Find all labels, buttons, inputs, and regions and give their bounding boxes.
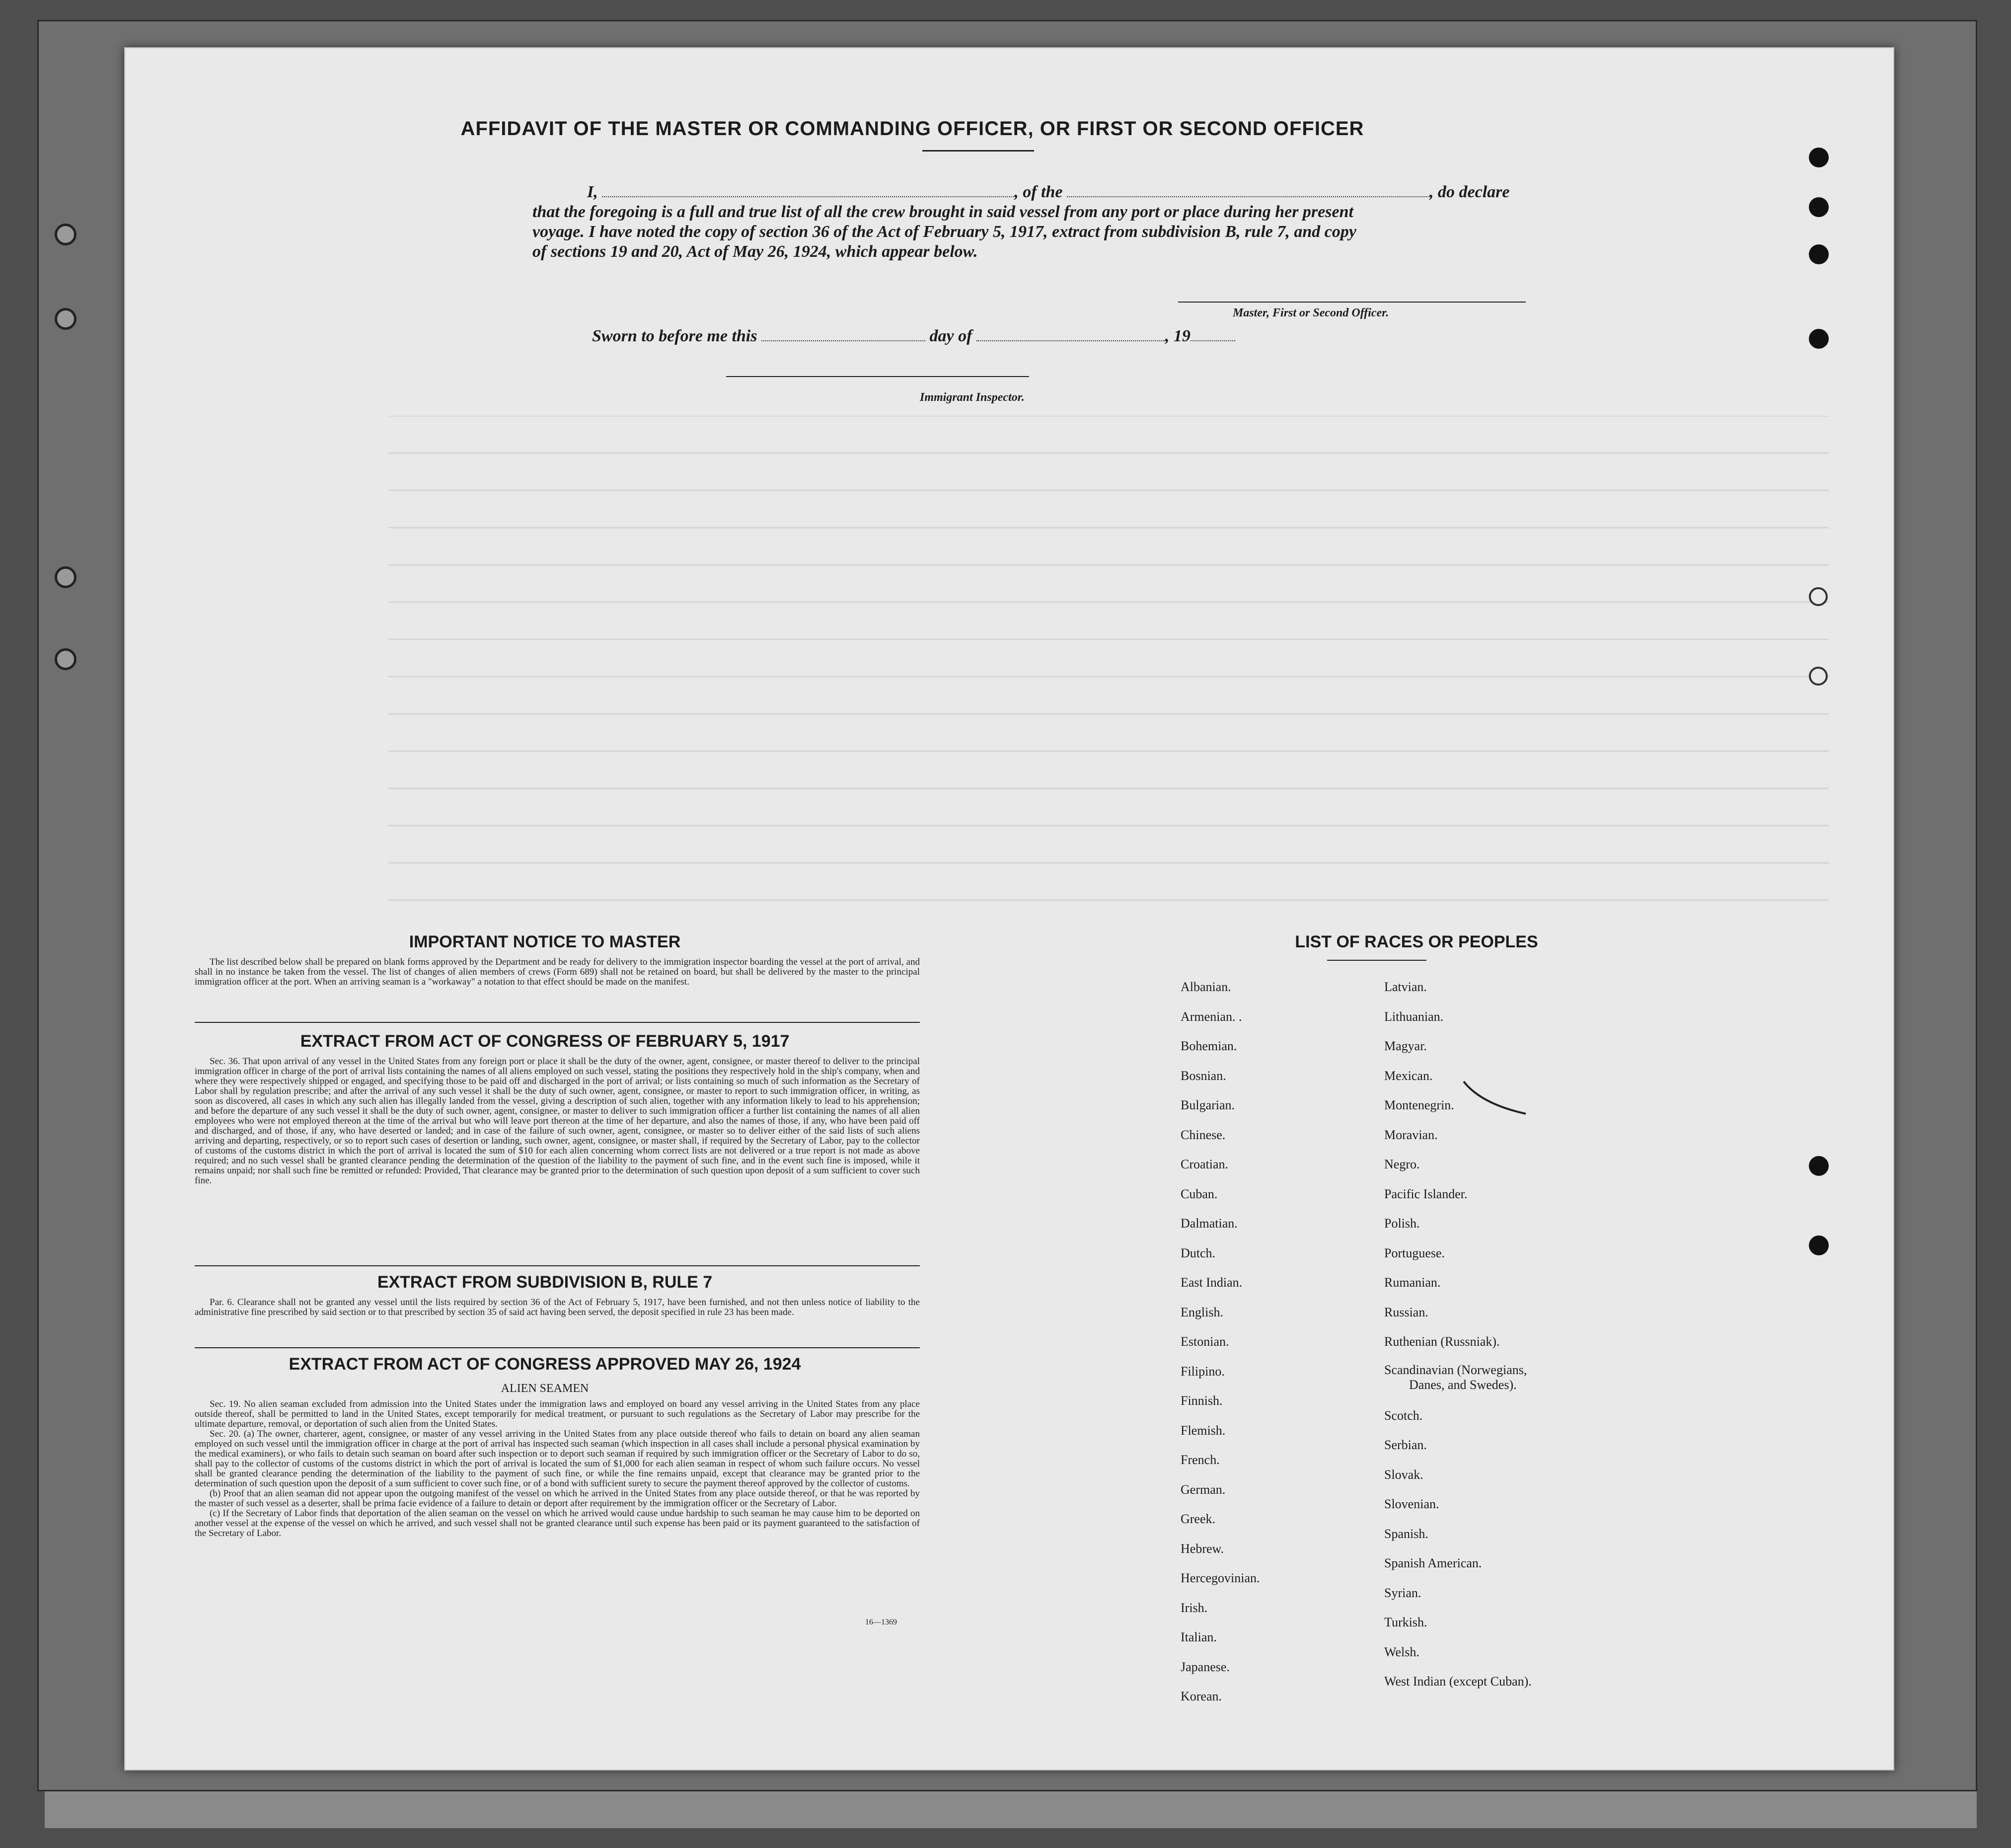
do-declare-label: , do declare — [1429, 183, 1510, 201]
binder-hole — [55, 566, 76, 588]
race-item: Scotch. — [1384, 1408, 1423, 1423]
races-title: LIST OF RACES OR PEOPLES — [1295, 932, 1538, 951]
race-item: Russian. — [1384, 1305, 1428, 1319]
section-rule — [195, 1347, 920, 1348]
title-rule — [922, 150, 1034, 152]
declarant-name-blank[interactable] — [602, 185, 1014, 197]
race-item: Montenegrin. — [1384, 1098, 1454, 1112]
declarant-line — [587, 182, 1625, 202]
race-item: Finnish. — [1181, 1393, 1223, 1408]
race-item: East Indian. — [1181, 1275, 1243, 1290]
sworn-month-blank[interactable] — [976, 329, 1165, 341]
race-item-scandinavian — [1384, 1357, 1532, 1401]
punch-hole — [1809, 244, 1829, 264]
form-number: 16—1369 — [865, 1618, 897, 1626]
race-item: German. — [1181, 1482, 1226, 1497]
sworn-line — [592, 326, 1235, 346]
inspector-signature-line[interactable] — [726, 376, 1029, 377]
race-item: West Indian (except Cuban). — [1384, 1674, 1532, 1689]
section-rule — [195, 1265, 920, 1266]
extract-1924-title: EXTRACT FROM ACT OF CONGRESS APPROVED MAY 26, 1924 — [289, 1355, 801, 1374]
race-item: Pacific Islander. — [1384, 1186, 1468, 1201]
statement-line-1: that the foregoing is a full and true list of all the crew brought in said vessel from any port or place during her present — [532, 203, 1353, 221]
race-item: Filipino. — [1181, 1364, 1225, 1379]
inspector-label: Immigrant Inspector. — [920, 391, 1025, 404]
race-item: Mexican. — [1384, 1068, 1433, 1083]
notice-paragraph: The list described below shall be prepared on blank forms approved by the Department and be ready for delivery to the immigration inspector boarding the vessel at the port of arrival, and shall in no instance be taken from the vessel. The list of changes of alien members of crews (Form 689) shall not be retained on board, but shall be delivered by the master to the principal immigration officer at the port. When an arriving seaman is a "workaway" a notation to that effect should be made on the manifest. — [195, 957, 920, 987]
race-item: Slovak. — [1384, 1467, 1423, 1482]
extract-rule7-title: EXTRACT FROM SUBDIVISION B, RULE 7 — [377, 1273, 713, 1292]
race-item: Greek. — [1181, 1512, 1216, 1526]
sec20a-paragraph: Sec. 20. (a) The owner, charterer, agent, consignee, or master of any vessel arriving in the United States from any place outside thereof who fails to detain on board any alien seaman employed on such vessel until the immigration officer in charge at the port of arrival has inspected such seaman (which inspection in all cases shall include a personal physical examination by the medical examiners), or who fails to detain such seaman on board after such inspection or to deport such seaman if required by such immigration officer or the Secretary of Labor to do so, shall pay to the collector of customs of the customs district in which the port of arrival is located the sum of $1,000 for each alien seaman in respect of whom such failure occurs. No vessel shall be granted clearance pending the determination of the liability to the payment of such fine, or while the fine remains unpaid, except that clearance may be granted prior to the determination of such question upon the deposit of a sum sufficient to cover such fine, or of a bond with sufficient surety to secure the payment thereof approved by the collector of customs. — [195, 1429, 920, 1489]
extract-1924-text — [195, 1399, 920, 1539]
manifest-page — [124, 47, 1894, 1771]
race-item: French. — [1181, 1453, 1220, 1467]
master-signature-line[interactable] — [1178, 302, 1526, 303]
race-item: Dutch. — [1181, 1245, 1216, 1260]
race-item: Magyar. — [1384, 1039, 1427, 1053]
statement-line-2: voyage. I have noted the copy of section 36 of the Act of February 5, 1917, extract from subdivision B, rule 7, and copy — [532, 223, 1356, 241]
race-item: Ruthenian (Russniak). — [1384, 1334, 1500, 1349]
races-rule — [1327, 960, 1426, 961]
race-item: Polish. — [1384, 1216, 1420, 1231]
punch-hole — [1809, 148, 1829, 167]
binder-hole — [55, 648, 76, 670]
extract-rule7-text — [195, 1298, 920, 1317]
sec36-paragraph: Sec. 36. That upon arrival of any vessel in the United States from any foreign port or place it shall be the duty of the owner, agent, consignee, or master thereof to deliver to the principal immigration officer in charge of the port of arrival lists containing the names of all aliens employed on such vessel, stating the positions they respectively hold in the ship's company, when and where they were respectively shipped or engaged, and specifying those to be paid off and discharged in the port of arrival; or lists containing so much of such information as the Secretary of Labor shall by regulation prescribe; and after the arrival of any such vessel it shall be the duty of such owner, agent, consignee, or master to report to such immigration officer, in writing, as soon as discovered, all cases in which any such alien has illegally landed from the vessel, giving a description of such alien, together with any information likely to lead to his apprehension; and before the departure of any such vessel it shall be the duty of such owner, agent, consignee, or master to deliver to such immigration officer a further list containing the names of all alien employees who were not employed thereon at the time of the arrival but who will leave port thereon at the time of her departure, and also the names of those, if any, who have been paid off and discharged, and of those, if any, who have deserted or landed; and in case of the failure of such owner, agent, consignee, or master so to deliver either of the said lists of such aliens arriving and departing, respectively, or so to report such cases of desertion or landing, such owner, agent, consignee, or master shall, if required by the Secretary of Labor, pay to the collector of customs of the customs district in which the port of arrival is located the sum of $10 for each alien concerning whom correct lists are not delivered or a true report is not made as above required; and no such vessel shall be granted clearance pending the determination of the question of the liability to the payment of such fine, and in the event such fine is imposed, while it remains unpaid; nor shall such fine be remitted or refunded: Provided, That clearance may be granted prior to the determination of such question upon deposit of a sum sufficient to cover such fine. — [195, 1056, 920, 1186]
extract-1917-text — [195, 1057, 920, 1186]
sec19-paragraph: Sec. 19. No alien seaman excluded from admission into the United States under the immigration laws and employed on board any vessel arriving in the United States from any place outside thereof, shall be permitted to land in the United States, except temporarily for medical treatment, or pursuant to such regulations as the Secretary of Labor may prescribe for the ultimate departure, removal, or deportation of such alien from the United States. — [195, 1399, 920, 1429]
year-label: , 19 — [1165, 327, 1191, 345]
i-label: I, — [587, 183, 598, 201]
punch-hole — [1809, 667, 1828, 686]
race-item: Hercegovinian. — [1181, 1571, 1260, 1585]
sec20c-paragraph: (c) If the Secretary of Labor finds that deportation of the alien seaman on the vessel on which he arrived would cause undue hardship to such seaman he may cause him to be deported on another vessel at the expense of the vessel on which he arrived, and such vessel shall not be granted clearance until such expense has been paid or its payment guaranteed to the satisfaction of the Secretary of Labor. — [195, 1508, 920, 1539]
race-item: Cuban. — [1181, 1186, 1218, 1201]
race-item: Japanese. — [1181, 1659, 1230, 1674]
race-item: Dalmatian. — [1181, 1216, 1238, 1231]
statement-line-3: of sections 19 and 20, Act of May 26, 1924, which appear below. — [532, 242, 978, 261]
punch-hole — [1809, 587, 1828, 606]
punch-hole — [1809, 1235, 1829, 1255]
sworn-day-blank[interactable] — [761, 329, 925, 341]
race-item: Moravian. — [1384, 1127, 1438, 1142]
notice-text — [195, 957, 920, 987]
race-item: Scandinavian (Norwegians, — [1384, 1362, 1527, 1377]
notice-title: IMPORTANT NOTICE TO MASTER — [409, 932, 681, 951]
race-item: Rumanian. — [1384, 1275, 1441, 1290]
day-of-label: day of — [929, 327, 972, 345]
affidavit-title: AFFIDAVIT OF THE MASTER OR COMMANDING OFFICER, OR FIRST OR SECOND OFFICER — [460, 118, 1364, 140]
punch-hole — [1809, 1156, 1829, 1176]
sworn-label: Sworn to before me this — [592, 327, 757, 345]
race-item: Bulgarian. — [1181, 1098, 1235, 1112]
race-item: Estonian. — [1181, 1334, 1229, 1349]
race-item: Bohemian. — [1181, 1039, 1237, 1053]
race-item: Turkish. — [1384, 1615, 1427, 1629]
pen-mark — [1461, 1079, 1531, 1119]
race-item: Slovenian. — [1384, 1497, 1439, 1511]
race-item: Syrian. — [1384, 1585, 1421, 1600]
race-item: Lithuanian. — [1384, 1009, 1444, 1024]
race-item: Croatian. — [1181, 1157, 1229, 1171]
race-item: Irish. — [1181, 1600, 1208, 1615]
race-item: Italian. — [1181, 1630, 1217, 1644]
race-item: Hebrew. — [1181, 1541, 1224, 1556]
binder-hole — [55, 308, 76, 330]
punch-hole — [1809, 329, 1829, 349]
bleed-through-lines — [388, 416, 1829, 962]
race-item-continuation: Danes, and Swedes). — [1409, 1377, 1517, 1392]
section-rule — [195, 1022, 920, 1023]
race-item: Spanish American. — [1384, 1556, 1482, 1570]
master-signature-label: Master, First or Second Officer. — [1233, 307, 1389, 319]
race-item: Korean. — [1181, 1689, 1222, 1703]
bleed-through-table — [388, 416, 1829, 962]
race-item: Chinese. — [1181, 1127, 1226, 1142]
race-item: Armenian. . — [1181, 1009, 1242, 1024]
race-item: Albanian. — [1181, 980, 1231, 994]
race-item: Latvian. — [1384, 980, 1427, 994]
race-item: Bosnian. — [1181, 1068, 1226, 1083]
sec20b-paragraph: (b) Proof that an alien seaman did not appear upon the outgoing manifest of the vessel on which he arrived in the United States from any place outside thereof, or that he was reported by the master of such vessel as a deserter, shall be prima facie evidence of a failure to detain or deport after requirement by the immigration officer or the Secretary of Labor. — [195, 1488, 920, 1509]
races-column-1 — [1181, 972, 1260, 1711]
sworn-year-blank[interactable] — [1191, 329, 1235, 341]
race-item: Negro. — [1384, 1157, 1420, 1171]
affidavit-statement — [532, 182, 1625, 262]
punch-hole — [1809, 197, 1829, 217]
extract-1917-title: EXTRACT FROM ACT OF CONGRESS OF FEBRUARY 5, 1917 — [300, 1032, 790, 1051]
vessel-name-blank[interactable] — [1067, 185, 1429, 197]
race-item: Portuguese. — [1384, 1245, 1445, 1260]
race-item: English. — [1181, 1305, 1223, 1319]
alien-seamen-subtitle: ALIEN SEAMEN — [501, 1382, 589, 1395]
race-item: Spanish. — [1384, 1526, 1428, 1541]
binder-hole — [55, 224, 76, 245]
of-the-label: , of the — [1014, 183, 1063, 201]
race-item: Welsh. — [1384, 1644, 1419, 1659]
rule7-paragraph: Par. 6. Clearance shall not be granted any vessel until the lists required by section 36 of the Act of February 5, 1917, have been furnished, and not then unless notice of liability to the administrative fine prescribed by said section or to that prescribed by section 35 of said act having been served, the deposit specified in rule 23 has been made. — [195, 1297, 920, 1317]
race-item: Flemish. — [1181, 1423, 1226, 1438]
race-item: Serbian. — [1384, 1438, 1427, 1452]
